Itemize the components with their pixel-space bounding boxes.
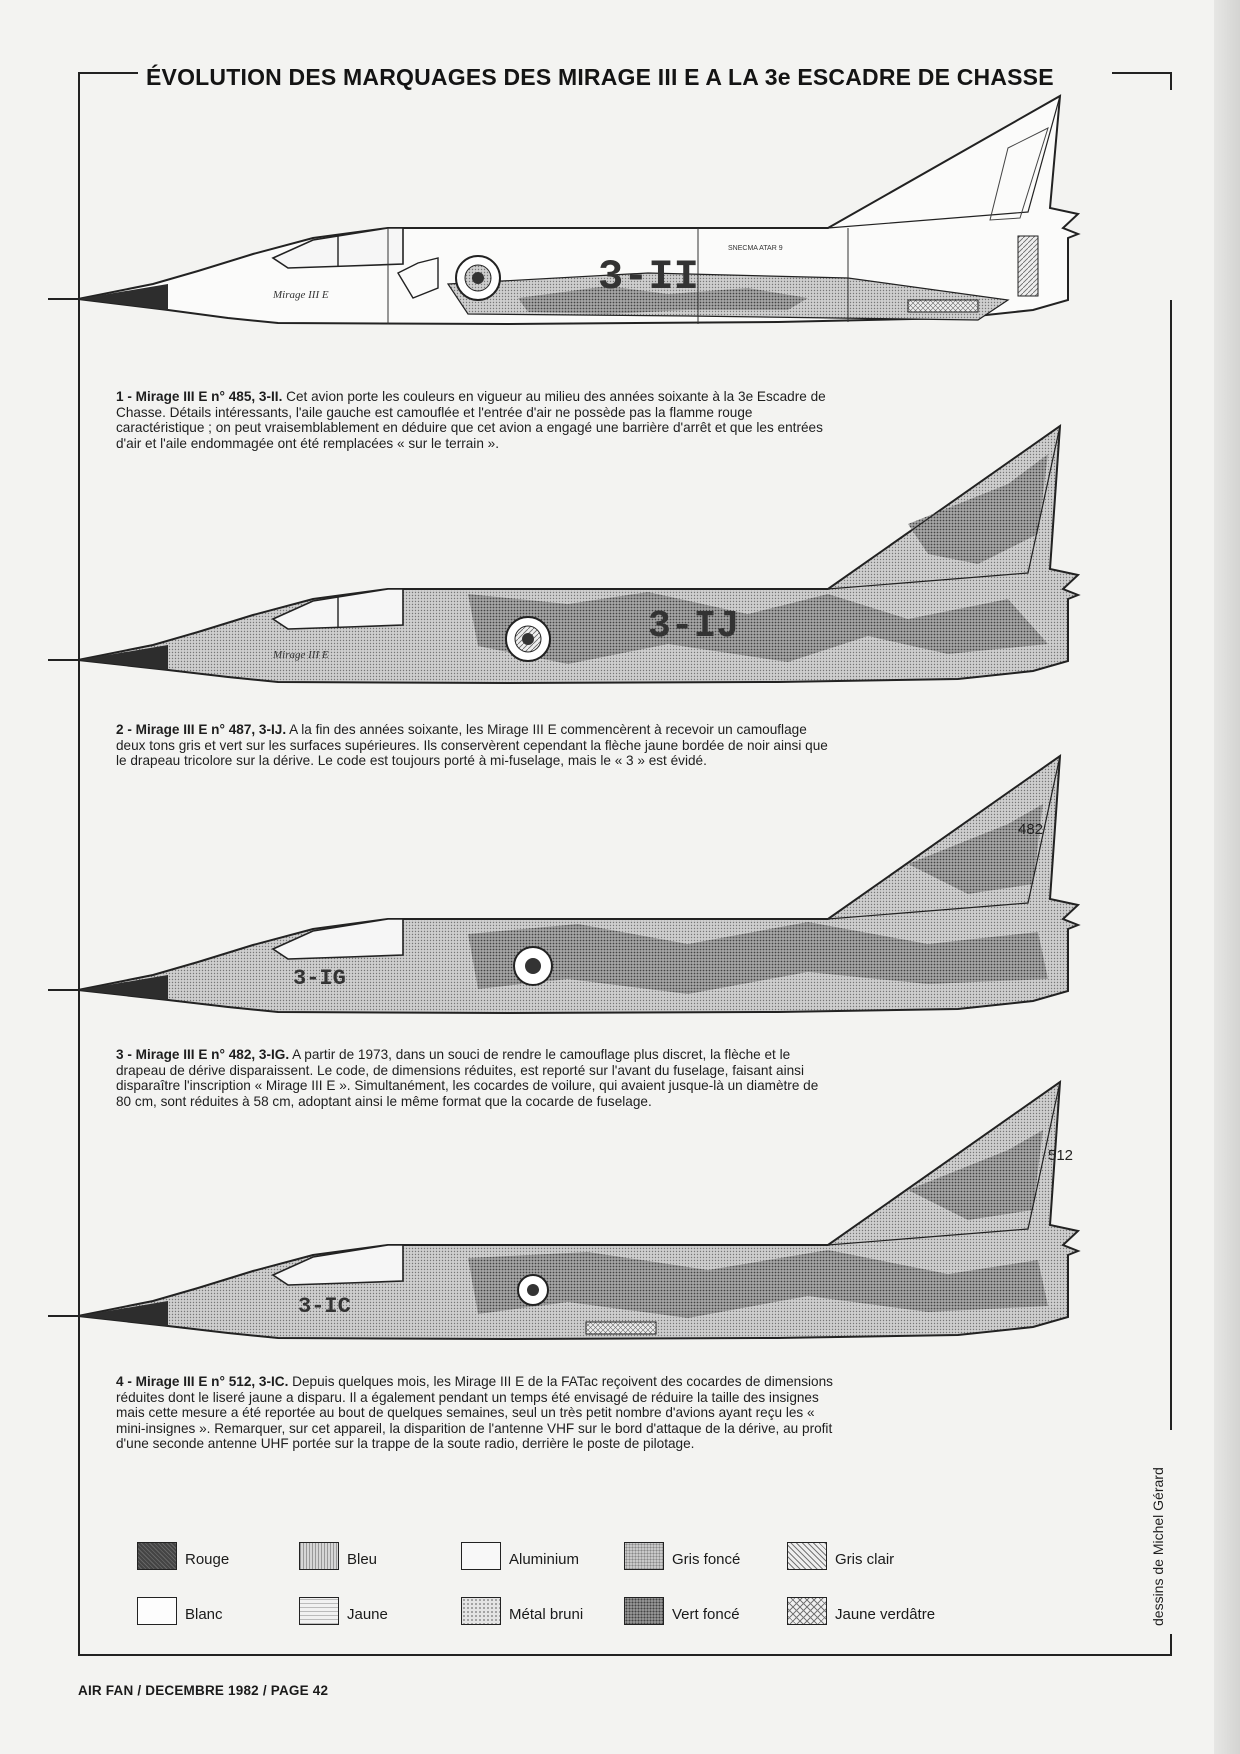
frame-line [78,72,138,74]
legend-swatch [299,1597,339,1625]
nose-inscription: Mirage III E [273,649,329,661]
legend-label: Vert foncé [672,1606,740,1623]
legend-item-rouge [137,1540,229,1570]
legend-item-vert-fonce [624,1595,740,1625]
legend-swatch [461,1542,501,1570]
legend-item-jaune [299,1595,388,1625]
legend-label: Jaune [347,1606,388,1623]
legend-item-jaune-verdatre [787,1595,935,1625]
caption-lead: 1 - Mirage III E n° 485, 3-II. [116,389,283,404]
caption-text: A partir de 1973, dans un souci de rendre le camouflage plus discret, la flèche et le drapeau de dérive disparaissent. Le code, de dimensions réduites, est reporté sur l'avant du fuselage, faisant ainsi disparaître l'inscription « Mirage III E ». Simultanément, les cocardes de voilure, qui avaient jusque-là un diamètre de 80 cm, sont réduites à 58 cm, adoptant ainsi le même format que la cocarde de fuselage. [116,1047,819,1109]
aircraft-drawing-4 [48,1070,1188,1340]
caption-lead: 4 - Mirage III E n° 512, 3-IC. [116,1374,289,1389]
legend-label: Blanc [185,1606,223,1623]
legend-label: Gris clair [835,1551,895,1568]
legend-label: Aluminium [509,1551,580,1568]
legend-swatch [461,1597,501,1625]
caption-text: Cet avion porte les couleurs en vigueur au milieu des années soixante à la 3e Escadre de Chasse. Détails intéressants, l'aile gauche est camouflée et l'entrée d'air ne possède pas la flamme rouge caractéristique ; on peut vraisemblablement en déduire que cet avion a engagé une barrière d'arrêt et que les entrées d'air et l'aile endommagée ont été remplacées « sur le terrain ». [116,389,826,451]
legend-item-metal-bruni [461,1595,583,1625]
legend-label: Métal bruni [509,1606,584,1623]
legend-label: Gris foncé [672,1551,741,1568]
frame-line [78,1654,1172,1656]
page-edge [1214,0,1240,1754]
caption-text: Depuis quelques mois, les Mirage III E de la FATac reçoivent des cocardes de dimensions réduites dont le liseré jaune a disparu. Il a également pendant un temps été envisagé de réduire la taille des insignes mais cette mesure a été reportée au bout de quelques semaines, seul un très petit nombre d'avions ayant reçu les « mini-insignes ». Remarquer, sur cet appareil, la disparition de l'antenne VHF sur le bord d'attaque de la dérive, au profit d'une seconde antenne UHF portée sur la trappe de la soute radio, derrière le poste de pilotage. [116,1374,833,1452]
engine-label: SNECMA ATAR 9 [728,245,783,252]
legend-item-blanc [137,1595,223,1625]
legend-label: Jaune verdâtre [835,1606,936,1623]
legend-label: Rouge [185,1551,230,1568]
legend-swatch [137,1597,177,1625]
page-footer: AIR FAN / DECEMBRE 1982 / PAGE 42 [78,1683,329,1698]
legend-swatch [624,1597,664,1625]
legend-swatch [787,1542,827,1570]
fin-serial: 512 [1048,1147,1074,1164]
legend-swatch [137,1542,177,1570]
nose-inscription: Mirage III E [273,289,329,301]
illustration-credit: dessins de Michel Gérard [1150,1467,1166,1626]
legend-item-bleu [299,1540,377,1570]
aircraft-drawing-3 [48,744,1188,1014]
fin-serial: 482 [1018,821,1044,838]
fuselage-code: 3-IJ [648,605,740,648]
fuselage-code: 3-IC [298,1294,351,1319]
caption-text: A la fin des années soixante, les Mirage III E commencèrent à recevoir un camouflage deux tons gris et vert sur les surfaces supérieures. Ils conservèrent cependant la flèche jaune bordée de noir ainsi que le drapeau tricolore sur la dérive. Le code est toujours porté à mi-fuselage, mais le « 3 » est évidé. [116,722,828,769]
page-title: ÉVOLUTION DES MARQUAGES DES MIRAGE III E A LA 3e ESCADRE DE CHASSE [146,64,1054,90]
legend-swatch [299,1542,339,1570]
frame-line [1112,72,1172,74]
fuselage-code: 3-IG [293,966,346,991]
caption-lead: 3 - Mirage III E n° 482, 3-IG. [116,1047,290,1062]
legend-swatch [624,1542,664,1570]
legend-label: Bleu [347,1551,378,1568]
aircraft-drawing-1 [48,88,1188,358]
caption-lead: 2 - Mirage III E n° 487, 3-IJ. [116,722,287,737]
aircraft-drawing-2 [48,414,1188,684]
legend-item-gris-clair [787,1540,894,1570]
legend-item-gris-fonce [624,1540,740,1570]
fuselage-code: 3-II [598,253,699,301]
frame-line [1170,1634,1172,1656]
legend-swatch [787,1597,827,1625]
caption-aircraft-4 [116,1374,836,1452]
legend-item-aluminium [461,1540,579,1570]
